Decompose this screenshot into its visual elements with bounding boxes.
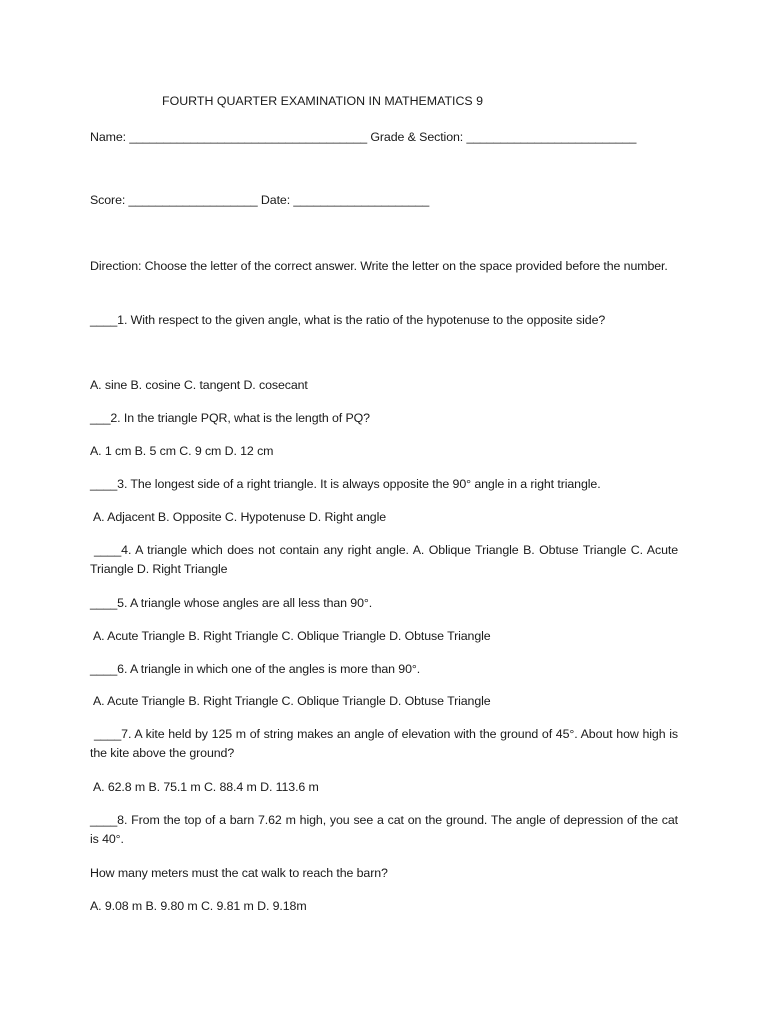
exam-title: FOURTH QUARTER EXAMINATION IN MATHEMATICS 9 [162,94,484,108]
question-2: ___2. In the triangle PQR, what is the length of PQ? [90,411,370,425]
question-8-followup: How many meters must the cat walk to reach the barn? [90,866,388,880]
question-8-choices: A. 9.08 m B. 9.80 m C. 9.81 m D. 9.18m [90,899,307,913]
name-grade-section-line: Name: ___________________________________ Grade & Section: _________________________ [90,130,637,144]
direction-text: Direction: Choose the letter of the correct answer. Write the letter on the space provided before the number. [90,259,668,273]
question-7-choices: A. 62.8 m B. 75.1 m C. 88.4 m D. 113.6 m [93,780,319,794]
question-1-choices: A. sine B. cosine C. tangent D. cosecant [90,378,308,392]
question-3-choices: A. Adjacent B. Opposite C. Hypotenuse D. Right angle [93,510,387,524]
question-3: ____3. The longest side of a right triangle. It is always opposite the 90° angle in a right triangle. [90,477,601,491]
question-5: ____5. A triangle whose angles are all less than 90°. [90,596,373,610]
question-4: ____4. A triangle which does not contain any right angle. A. Oblique Triangle B. Obtuse Triangle C. Acute Triangle D. Right Triangle [90,543,678,576]
question-6-choices: A. Acute Triangle B. Right Triangle C. Oblique Triangle D. Obtuse Triangle [93,694,491,708]
question-5-choices: A. Acute Triangle B. Right Triangle C. Oblique Triangle D. Obtuse Triangle [93,629,491,643]
question-7: ____7. A kite held by 125 m of string makes an angle of elevation with the ground of 45°. About how high is the kite above the ground? [90,727,678,760]
question-2-choices: A. 1 cm B. 5 cm C. 9 cm D. 12 cm [90,444,274,458]
score-date-line: Score: ___________________ Date: ____________________ [90,193,430,207]
question-8: ____8. From the top of a barn 7.62 m high, you see a cat on the ground. The angle of depression of the cat is 40°. [90,813,678,846]
question-6: ____6. A triangle in which one of the angles is more than 90°. [90,662,421,676]
question-1: ____1. With respect to the given angle, what is the ratio of the hypotenuse to the opposite side? [90,313,606,327]
